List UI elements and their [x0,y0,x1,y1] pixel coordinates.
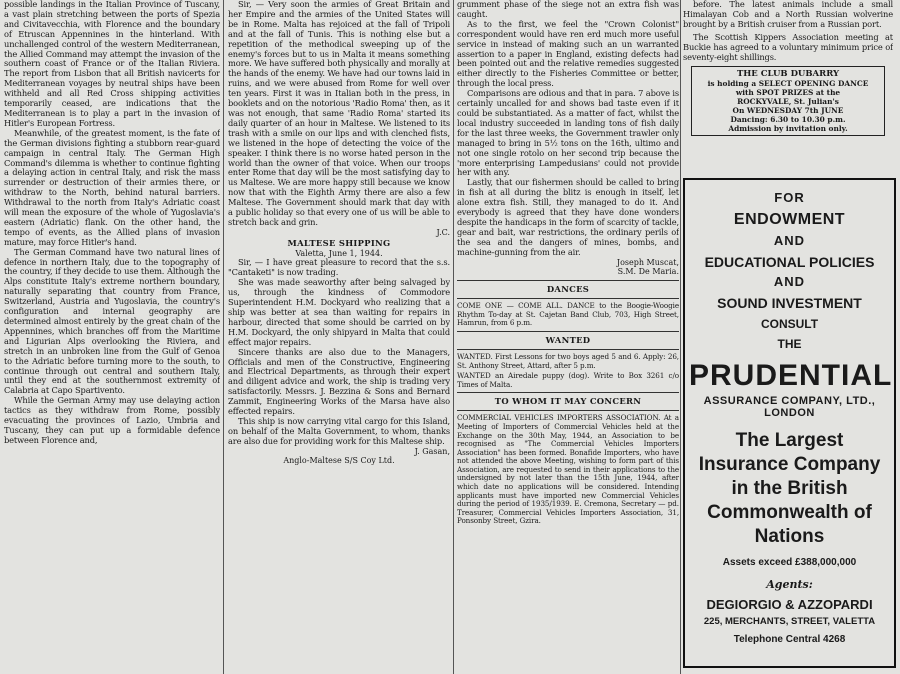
classified-ad: WANTED an Airedale puppy (dog). Write to Box 3261 c/o Times of Malta. [457,371,679,389]
club-line: ROCKYVALE, St. Julian's [737,97,839,107]
letter-signature: J.C. [436,227,450,237]
letter-paragraph: Sir, — Very soon the armies of Great Britain and her Empire and the armies of the United States will be in Rome. Malta has rejoiced at the fall of Tripoli and at the fall of Tunis. This is nothing else but a repetition of the methodical sweeping up of the enemy's forces but to us in Malta it means something more. We have suffered both physically and morally at the hands of the enemy. We have had our towns laid in ruins, and we were abused from Rome for well over ten years. First it was in Italian both in the press, in booklets and on the notorious 'Radio Roma' then, as it was not enough, that same 'Radio Roma' started its daily quarter of an hour in Maltese. We listened to its trash with a smile on our lips and with clenched fists, we listened in the hope of detecting the voice of the speaker. I think there is no worse hated person in the world than the owner of that voice. When our troops enter Rome that day will be the most satisfying day to us Maltese. We are more happy still because we know now that with the Eighth Army there are also a few Maltese. The Government should mark that day with a public holiday so that every one of us will be able to stretch back and grin. [228,0,450,227]
letter-paragraph: Comparisons are odious and that in para. 7 above is certainly uncalled for and shows bad taste even if it could be substantiated. As a matter of fact, whilst the local industry succeeded in landing tons of fish daily for the last three weeks, the Government trawler only managed to bring in 5½ tons on the 16th, ultimo and not one single rotolo on her second trip because the 'more enterprising Lampedusians' could not provide her with any. [457,88,679,178]
article-paragraph: Meanwhile, of the greatest moment, is the fate of the German divisions fighting a stubborn rear-guard campaign in central Italy. The German High Command's dilemma is whether to continue fighting a delaying action in central Italy, and risk the mass surrender or destruction of their armies there, or withdraw to the North, behind natural barriers. Withdrawal to the north from Italy's Adriatic coast will mean the exposure of the whole of Yugoslavia's eastern (Adriatic) flank. On the other hand, the tempo of events, as the Allied plans of invasion mature, may force Hitler's hand. [4,127,220,247]
club-line: On WEDNESDAY 7th JUNE [732,106,844,116]
letter-paragraph: Sincere thanks are also due to the Managers, Officials and men of the Constructive, Engineering and Electrical Departments, as through their expert and diligent advice and work, the ship is trading very satisfactorily. Messrs. J. Bezzina & Sons and Bernard Zammit, Engineering Works of the Marsa have also effected repairs. [228,346,450,417]
article-paragraph: possible landings in the Italian Province of Tuscany, a vast plain stretching between the ports of Spezia and Civitavecchia, with Florence and the boundary of Etruscan Appennines in the hinterland. With unchallenged control of the western Mediterranean, the Allied Command may attempt the invasion of the southern coast of France or of the Italian Riviera. The report from Lisbon that all British navicerts for Mediterranean voyages by neutral ships have been withheld and all Red Cross shipping activities temporarily ceased, are indications that the Mediterranean is to play a part in the invasion of Hitler's European Fortress. [4,0,220,128]
agent-telephone: Telephone Central 4268 [733,634,846,645]
ad-line: ENDOWMENT [733,211,846,228]
section-heading-wanted: WANTED [545,334,591,345]
ad-line: SOUND INVESTMENT [717,295,862,311]
column-rule [223,0,224,674]
classified-ad: WANTED. First Lessons for two boys aged 5 and 6. Apply: 26, St. Anthony Street, Attard, after 5 p.m. [457,351,679,370]
ad-line: THE [777,337,802,351]
news-paragraph: The Scottish Kippers Association meeting at Buckie has agreed to a voluntary minimum price of seventy-eight shillings. [683,31,893,62]
letter-heading: MALTESE SHIPPING [287,237,391,248]
letters-column [228,0,450,466]
article-column-1 [4,0,220,446]
article-paragraph: The German Command have two natural lines of defence in northern Italy, due to the topography of the country, if they decide to use them. Although the Alps constitute Italy's extreme northern boundary, naturally separating that country from France, Switzerland, Austria and Yugoslavia, the country's configuration and internal geography are determined almost entirely by the great chain of the Appennines, which branches off from the Maritime and Ligurian Alps overlooking the Riviera, and stretch in an unbroken line from the Gulf of Genoa to the Adriatic before turning more to the south, to continue through out central and southern Italy, until they end at the southernmost extremity of Calabria at Capo Spartivento. [4,246,220,396]
club-line: is holding a SELECT OPENING DANCE [707,79,869,89]
letter-paragraph: Lastly, that our fishermen should be called to bring in fish at all during the blitz is enough in itself, let alone extra fish. Still, they managed to do it. And everybody is agreed that they have done wonders despite the handicaps in the form of scarcity of tackle, gear and bait, war restrictions, the ordinary perils of the sea and the dangers of mines, bombs, and machine-gunning from the air. [457,177,679,257]
ad-line: Agents: [766,578,813,591]
letters-and-ads-column [457,0,679,526]
prudential-name: PRUDENTIAL [689,359,893,392]
letter-signature: S.M. De Maria. [617,267,679,277]
ad-line: ASSURANCE COMPANY, LTD., LONDON [703,395,876,419]
letter-paragraph: Sir, — I have great pleasure to record that the s.s. "Cantaketi" is now trading. [228,257,450,278]
letter-paragraph: This ship is now carrying vital cargo for this Island, on behalf of the Malta Government, to whom, thanks are also due for providing work for this Maltese ship. [228,415,450,446]
letter-signature: Joseph Muscat, [616,257,679,267]
letter-paragraph: grumment phase of the siege not an extra fish was caught. [457,0,679,19]
column-rule [453,0,454,674]
ad-assets: Assets exceed £388,000,000 [722,557,857,568]
article-paragraph: While the German Army may use delaying action tactics as they withdraw from Rome, possibly evacuating the provinces of Lazio, Umbria and Tuscany, they can put up a formidable defence between Florence and, [4,395,220,445]
section-heading-dances: DANCES [546,284,590,295]
club-line: with SPOT PRIZES at the [735,88,841,98]
letter-signature-company: Anglo-Maltese S/S Coy Ltd. [283,456,395,466]
classified-ad: COMMERCIAL VEHICLES IMPORTERS ASSOCIATION. At a Meeting of Importers of Commercial Vehicles held at the Exchange on the 30th May, 1944, an Association to be recognised as "The Commercial Vehicles Importers Association" has been formed. Bonafide Importers, who have not attended the above Meeting, wishing to form part of this Association, are requested to send in their applications to the undersigned by not later than the 15th June, 1944, after which date no applications will be considered. Intending applicants must have imported new Commercial Vehicles during the period of 1935/1939. E. Cremona, Secretary — pd. Treasurer, Commercial Vehicles Importers Association, 31, Ponsonby Street, Gzira. [457,413,679,526]
club-title: THE CLUB DUBARRY [736,69,840,80]
letter-paragraph: As to the first, we feel the "Crown Colonist" correspondent would have ren erd much more useful service in instead of making such an un warranted assertion to a paper in England, existing defects had been pointed out and the relative remedies suggested either directly to the Fisheries Committee or better, through the local press. [457,18,679,89]
classified-ad: COME ONE — COME ALL. DANCE to the Boogie-Woogie Rhythm To-day at St. Cajetan Band Club, 703, High Street, Hamrun, from 6 p.m. [457,301,679,328]
ad-line: EDUCATIONAL POLICIES [704,254,875,270]
news-column-4 [683,0,893,178]
club-dubarry-ad [691,66,885,136]
agent-address: 225, MERCHANTS, STREET, VALETTA [703,616,876,627]
letter-paragraph: She was made seaworthy after being salvaged by us, through the kindness of Commodore Superintendent H.M. Dockyard who realizing that a ship was better at sea than waiting for repairs in harbour, directed that some should be carried on by H.M. Dockyard, the only shipyard in Malta that could effect major repairs. [228,277,450,347]
agent-name: DEGIORGIO & AZZOPARDI [706,597,873,612]
section-heading-concern: TO WHOM IT MAY CONCERN [494,396,642,407]
club-line: Dancing: 6.30 to 10.30 p.m. [730,115,846,125]
letter-signature: J. Gasan, [414,446,450,456]
prudential-advertisement [683,178,896,668]
ad-line: CONSULT [760,317,819,331]
column-rule [680,0,681,674]
news-paragraph: before. The latest animals include a small Himalayan Cob and a North Russian wolverine brought by a British cruiser from a Russian port. [683,0,893,29]
letter-dateline: Valetta, June 1, 1944. [295,248,383,258]
ad-line: AND [773,274,806,289]
ad-line: AND [773,233,806,248]
ad-tagline: The Largest Insurance Company in the British Commonwealth of Nations [698,430,881,547]
ad-line: FOR [774,190,805,205]
club-line: Admission by invitation only. [728,124,848,134]
